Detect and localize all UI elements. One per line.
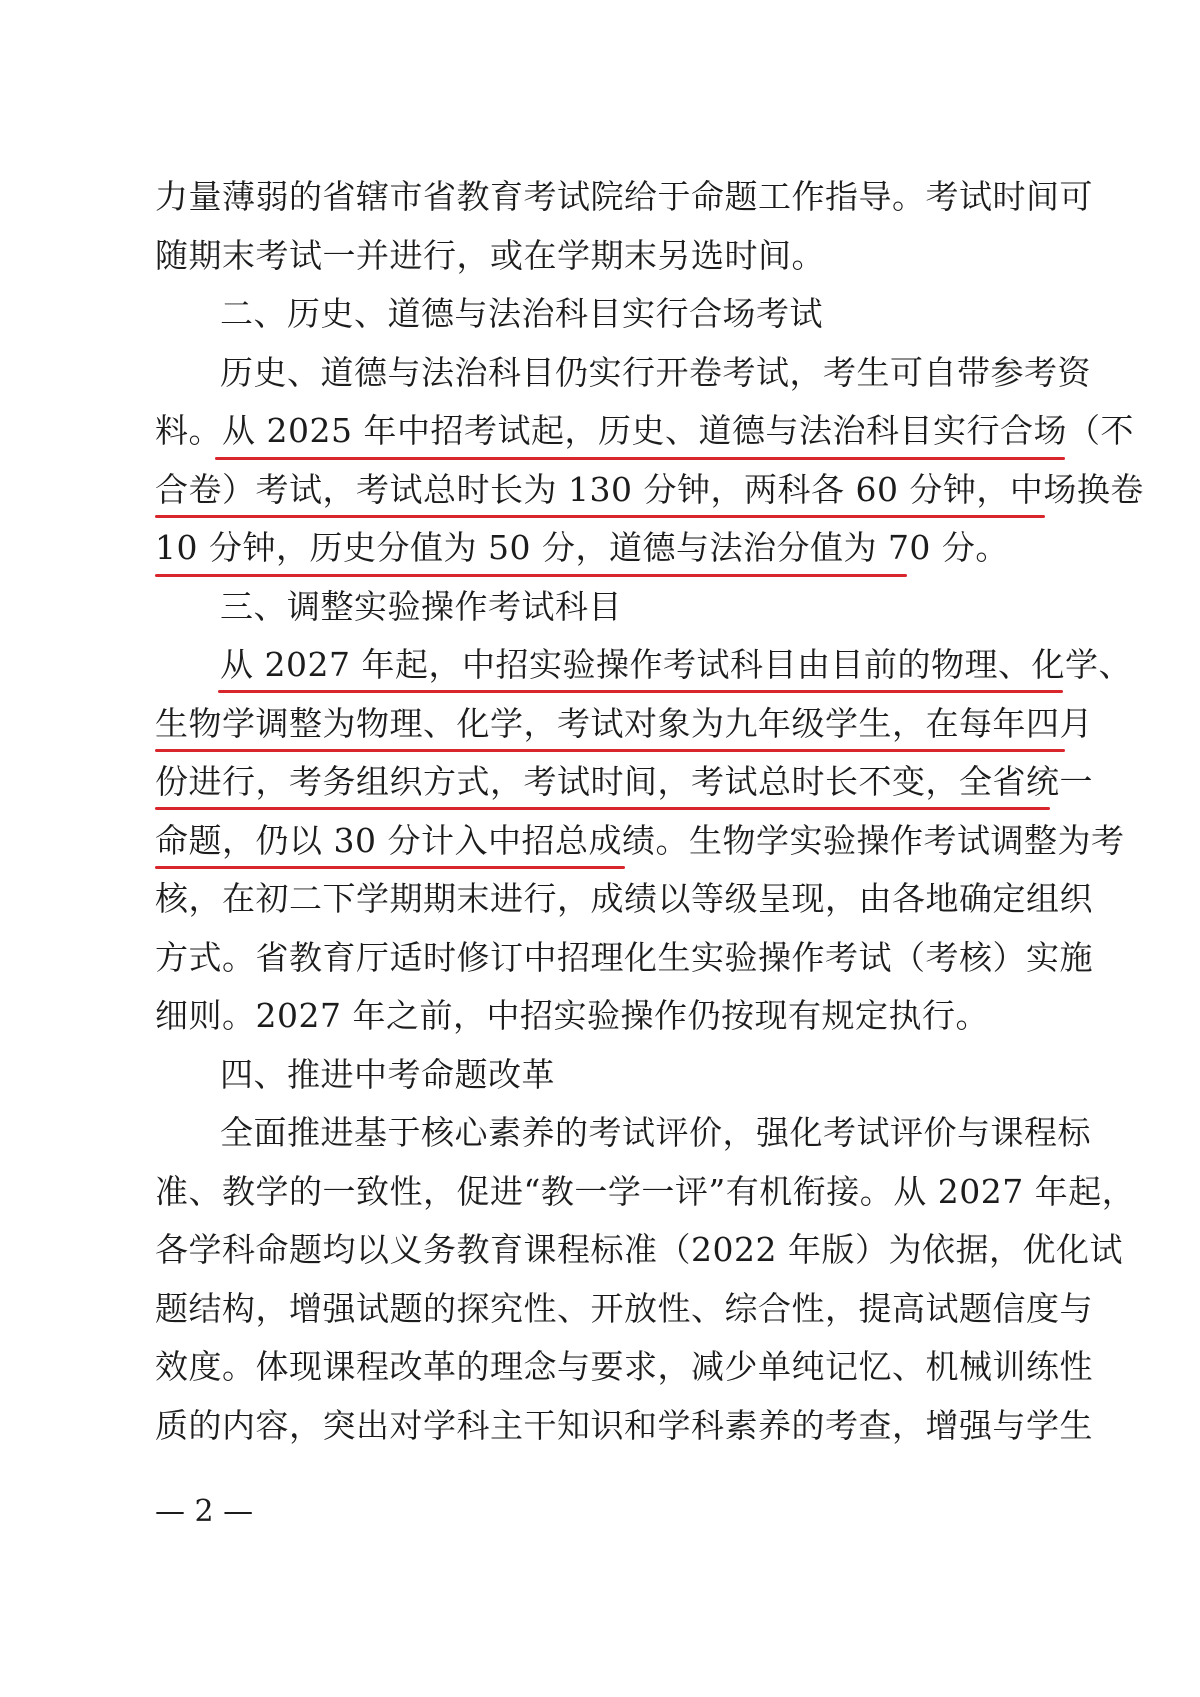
red-underline-annotation: [155, 807, 1050, 810]
body-text-line: 10 分钟，历史分值为 50 分，道德与法治分值为 70 分。: [155, 528, 1009, 567]
red-underline-annotation: [218, 690, 1063, 693]
body-text-line: 质的内容，突出对学科主干知识和学科素养的考查，增强与学生: [155, 1406, 1093, 1445]
page-number: — 2 —: [155, 1494, 254, 1529]
body-text-line: 份进行，考务组织方式，考试时间，考试总时长不变，全省统一: [155, 762, 1093, 801]
body-text-line: 全面推进基于核心素养的考试评价，强化考试评价与课程标: [220, 1113, 1091, 1152]
body-text-line: 题结构，增强试题的探究性、开放性、综合性，提高试题信度与: [155, 1289, 1093, 1328]
body-text-line: 历史、道德与法治科目仍实行开卷考试，考生可自带参考资: [220, 353, 1091, 392]
body-text-line: 细则。2027 年之前，中招实验操作仍按现有规定执行。: [155, 996, 989, 1035]
red-underline-annotation: [215, 457, 1065, 460]
body-text-line: 力量薄弱的省辖市省教育考试院给于命题工作指导。考试时间可: [155, 177, 1093, 216]
red-underline-annotation: [155, 574, 907, 577]
body-text-line: 准、教学的一致性，促进“教一学一评”有机衔接。从 2027 年起，: [155, 1172, 1136, 1211]
body-text-line: 各学科命题均以义务教育课程标准（2022 年版）为依据，优化试: [155, 1230, 1123, 1269]
body-text-line: 方式。省教育厅适时修订中招理化生实验操作考试（考核）实施: [155, 938, 1093, 977]
red-underline-annotation: [155, 866, 625, 869]
section-heading-2: 二、历史、道德与法治科目实行合场考试: [220, 294, 823, 333]
body-text-line: 合卷）考试，考试总时长为 130 分钟，两科各 60 分钟，中场换卷: [155, 470, 1144, 509]
body-text-line: 随期末考试一并进行，或在学期末另选时间。: [155, 236, 825, 275]
body-text-line: 料。从 2025 年中招考试起，历史、道德与法治科目实行合场（不: [155, 411, 1134, 450]
body-text-line: 命题，仍以 30 分计入中招总成绩。生物学实验操作考试调整为考: [155, 821, 1125, 860]
section-heading-4: 四、推进中考命题改革: [220, 1055, 555, 1094]
body-text-line: 核，在初二下学期期末进行，成绩以等级呈现，由各地确定组织: [155, 879, 1093, 918]
body-text-line: 从 2027 年起，中招实验操作考试科目由目前的物理、化学、: [220, 645, 1132, 684]
red-underline-annotation: [155, 749, 1065, 752]
body-text-line: 生物学调整为物理、化学，考试对象为九年级学生，在每年四月: [155, 704, 1093, 743]
red-underline-annotation: [155, 515, 1045, 518]
section-heading-3: 三、调整实验操作考试科目: [220, 587, 622, 626]
body-text-line: 效度。体现课程改革的理念与要求，减少单纯记忆、机械训练性: [155, 1347, 1093, 1386]
